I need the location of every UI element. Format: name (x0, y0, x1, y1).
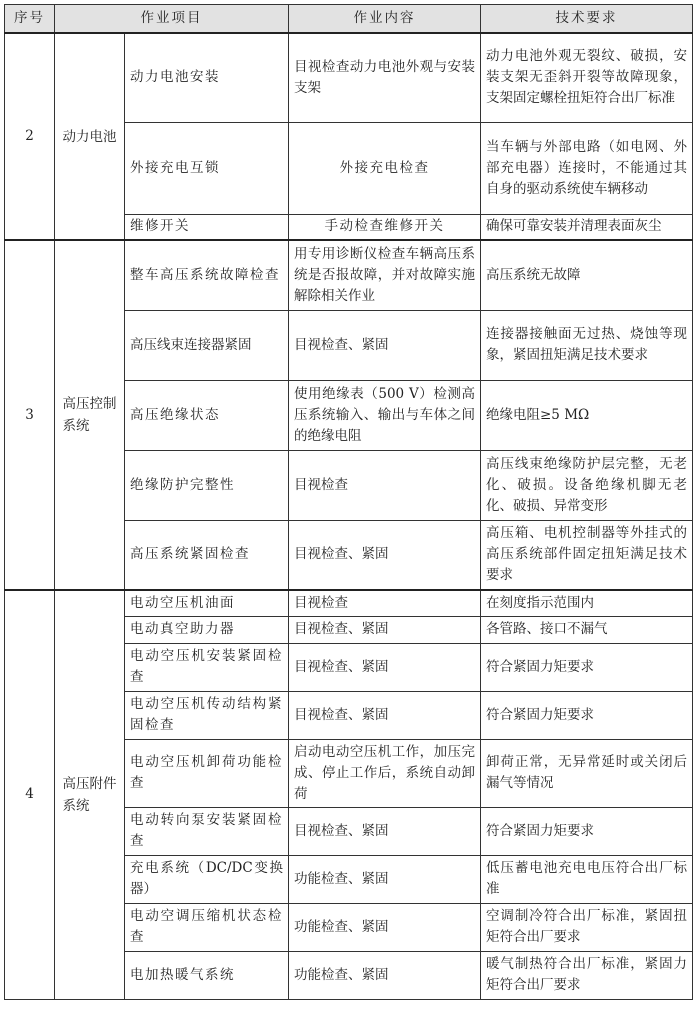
table-row (5, 33, 693, 122)
content-cell: 用专用诊断仪检查车辆高压系统是否报故障，并对故障实施解除相关作业 (289, 240, 481, 310)
content-cell: 目视检查动力电池外观与安装支架 (289, 33, 481, 122)
content-cell: 目视检查、紧固 (289, 807, 481, 855)
requirement-cell: 在刻度指示范围内 (481, 590, 693, 616)
item-cell: 电动空压机安装紧固检查 (125, 643, 289, 691)
item-cell: 电动空压机卸荷功能检查 (125, 739, 289, 807)
header-seq: 序号 (5, 5, 55, 34)
content-cell: 功能检查、紧固 (289, 903, 481, 951)
item-cell: 充电系统（DC/DC变换器） (125, 855, 289, 903)
content-cell: 目视检查、紧固 (289, 520, 481, 590)
content-cell: 功能检查、紧固 (289, 855, 481, 903)
content-cell: 功能检查、紧固 (289, 951, 481, 999)
group-power-battery (5, 33, 693, 240)
item-cell: 高压系统紧固检查 (125, 520, 289, 590)
table-row (5, 240, 693, 310)
requirement-cell: 符合紧固力矩要求 (481, 643, 693, 691)
requirement-cell: 空调制冷符合出厂标准，紧固扭矩符合出厂要求 (481, 903, 693, 951)
requirement-cell: 绝缘电阻≥5 MΩ (481, 380, 693, 450)
content-cell: 目视检查、紧固 (289, 310, 481, 380)
requirement-cell: 确保可靠安装并清理表面灰尘 (481, 214, 693, 240)
requirement-cell: 当车辆与外部电路（如电网、外部充电器）连接时，不能通过其自身的驱动系统使车辆移动 (481, 122, 693, 214)
table-header-row (5, 5, 693, 34)
group-seq: 4 (5, 590, 55, 999)
group-hv-control (5, 240, 693, 590)
item-cell: 电加热暖气系统 (125, 951, 289, 999)
requirement-cell: 各管路、接口不漏气 (481, 616, 693, 643)
group-hv-accessory (5, 590, 693, 999)
requirement-cell: 暖气制热符合出厂标准，紧固力矩符合出厂要求 (481, 951, 693, 999)
item-cell: 高压绝缘状态 (125, 380, 289, 450)
content-cell: 目视检查 (289, 450, 481, 520)
group-seq: 3 (5, 240, 55, 590)
item-cell: 电动空压机油面 (125, 590, 289, 616)
table-row (5, 590, 693, 616)
item-cell: 电动真空助力器 (125, 616, 289, 643)
item-cell: 动力电池安装 (125, 33, 289, 122)
item-cell: 电动空压机传动结构紧固检查 (125, 691, 289, 739)
content-cell: 目视检查、紧固 (289, 616, 481, 643)
requirement-cell: 符合紧固力矩要求 (481, 807, 693, 855)
item-cell: 外接充电互锁 (125, 122, 289, 214)
item-cell: 绝缘防护完整性 (125, 450, 289, 520)
requirement-cell: 卸荷正常，无异常延时或关闭后漏气等情况 (481, 739, 693, 807)
content-cell: 目视检查 (289, 590, 481, 616)
item-cell: 维修开关 (125, 214, 289, 240)
requirement-cell: 符合紧固力矩要求 (481, 691, 693, 739)
group-system: 高压控制系统 (62, 396, 117, 434)
requirement-cell: 动力电池外观无裂纹、破损，安装支架无歪斜开裂等故障现象，支架固定螺栓扭矩符合出厂标准 (481, 33, 693, 122)
item-cell: 高压线束连接器紧固 (125, 310, 289, 380)
item-cell: 整车高压系统故障检查 (125, 240, 289, 310)
header-item: 作业项目 (55, 5, 289, 34)
item-cell: 电动转向泵安装紧固检查 (125, 807, 289, 855)
requirement-cell: 高压系统无故障 (481, 240, 693, 310)
maintenance-spec-table (4, 4, 693, 1000)
group-system: 高压附件系统 (62, 775, 117, 814)
content-cell: 目视检查、紧固 (289, 691, 481, 739)
content-cell: 目视检查、紧固 (289, 643, 481, 691)
requirement-cell: 低压蓄电池充电电压符合出厂标准 (481, 855, 693, 903)
requirement-cell: 高压箱、电机控制器等外挂式的高压系统部件固定扭矩满足技术要求 (481, 520, 693, 590)
content-cell: 使用绝缘表（500 V）检测高压系统输入、输出与车体之间的绝缘电阻 (289, 380, 481, 450)
requirement-cell: 连接器接触面无过热、烧蚀等现象，紧固扭矩满足技术要求 (481, 310, 693, 380)
requirement-cell: 高压线束绝缘防护层完整，无老化、破损。设备绝缘机脚无老化、破损、异常变形 (481, 450, 693, 520)
content-cell: 启动电动空压机工作，加压完成、停止工作后，系统自动卸荷 (289, 739, 481, 807)
content-cell: 手动检查维修开关 (289, 214, 481, 240)
content-cell: 外接充电检查 (289, 122, 481, 214)
group-seq: 2 (5, 33, 55, 240)
item-cell: 电动空调压缩机状态检查 (125, 903, 289, 951)
group-system: 动力电池 (62, 128, 117, 145)
header-requirement: 技术要求 (481, 5, 693, 34)
header-content: 作业内容 (289, 5, 481, 34)
